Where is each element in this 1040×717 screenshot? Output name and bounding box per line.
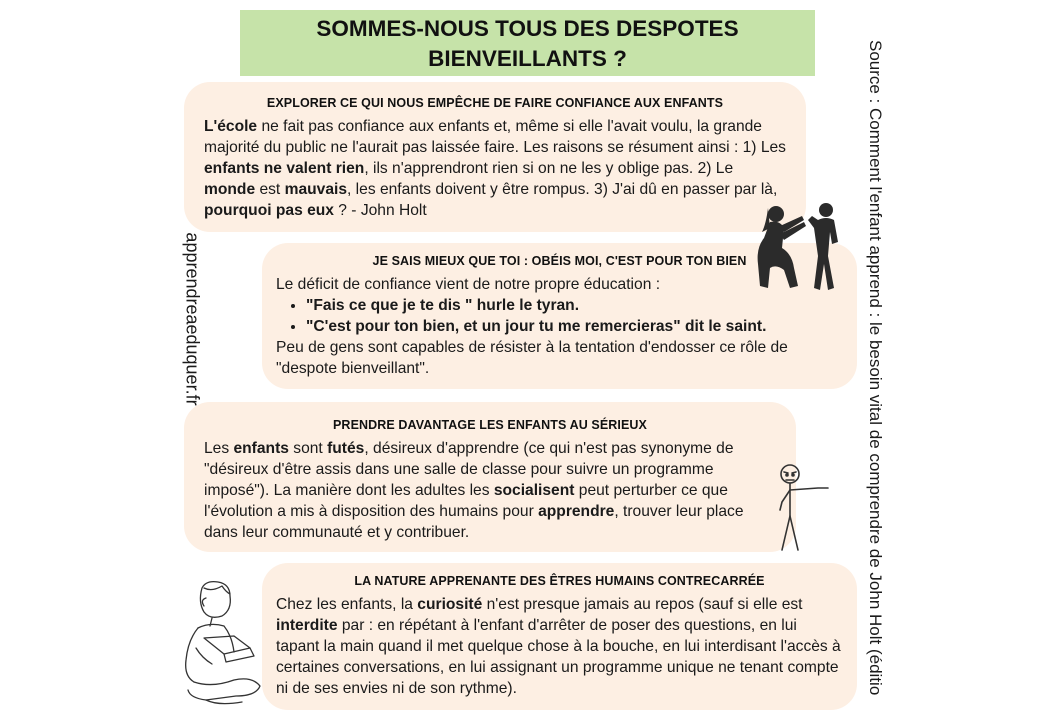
section-text: L'école ne fait pas confiance aux enfants et, même si elle l'avait voulu, la grande majorité du public ne l'aurait pas laissée faire. Les raisons se résument ainsi : 1) Les enfants ne valent rien, ils n'apprendront rien si on ne les y oblige pas. 2) Le monde est mauvais, les enfants doivent y être rompus. 3) J'ai dû en passer par là, pourquoi pas eux ? - John Holt bbox=[204, 118, 786, 219]
section-card-trust bbox=[184, 82, 806, 232]
quote-item-tyrant: • "Fais ce que je te dis " hurle le tyran. bbox=[306, 295, 843, 316]
section-heading: PRENDRE DAVANTAGE LES ENFANTS AU SÉRIEUX bbox=[333, 418, 647, 432]
section-heading: JE SAIS MIEUX QUE TOI : OBÉIS MOI, C'EST POUR TON BIEN bbox=[372, 254, 747, 268]
section-outro: Peu de gens sont capables de résister à la tentation d'endosser ce rôle de "despote bienveillant". bbox=[276, 339, 788, 377]
adult-child-silhouette-icon bbox=[752, 198, 848, 294]
page-title bbox=[240, 10, 815, 76]
quote-item-saint: • "C'est pour ton bien, et un jour tu me remercieras" dit le saint. bbox=[306, 316, 843, 337]
section-heading: EXPLORER CE QUI NOUS EMPÊCHE DE FAIRE CONFIANCE AUX ENFANTS bbox=[266, 96, 724, 110]
source-credit bbox=[866, 40, 886, 717]
website-credit-text: apprendreaeduquer.fr bbox=[182, 232, 203, 406]
child-reading-sketch-icon bbox=[176, 578, 266, 710]
pointing-figure-icon bbox=[774, 460, 834, 556]
section-card-seriously bbox=[184, 402, 796, 552]
title-line-1: SOMMES-NOUS TOUS DES DESPOTES bbox=[316, 16, 739, 41]
section-text: Les enfants sont futés, désireux d'apprendre (ce qui n'est pas synonyme de "désireux d'être assis dans une salle de classe pour suivre un programme imposé"). La manière dont les adultes les socialisent peut perturber ce que l'évolution a mis à disposition des humains pour apprendre, trouver leur place dans leur communauté et y contribuer. bbox=[204, 440, 744, 541]
quote-list bbox=[276, 295, 843, 337]
section-intro: Le déficit de confiance vient de notre propre éducation : bbox=[276, 276, 661, 293]
section-heading: LA NATURE APPRENANTE DES ÊTRES HUMAINS CONTRECARRÉE bbox=[354, 574, 765, 588]
section-text: Chez les enfants, la curiosité n'est presque jamais au repos (sauf si elle est interdite par : en répétant à l'enfant d'arrêter de poser des questions, en lui tapant la main quand il met quelque chose à la bouche, en lui interdisant l'accès à certaines conversations, en lui assignant un programme unique ne tenant compte ni de ses envies ni de son rythme). bbox=[276, 596, 841, 697]
section-card-curiosity bbox=[262, 563, 857, 710]
title-line-2: BIENVEILLANTS ? bbox=[428, 46, 627, 71]
website-credit bbox=[182, 214, 202, 424]
source-credit-text: Source : Comment l'enfant apprend : le besoin vital de comprendre de John Holt (éditio bbox=[866, 40, 885, 696]
